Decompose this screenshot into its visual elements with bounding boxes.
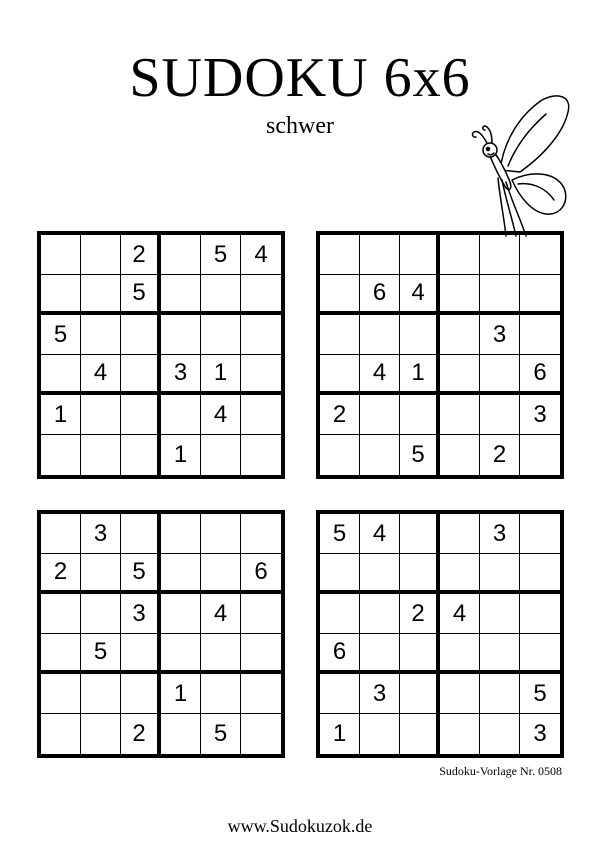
sudoku-cell[interactable] — [480, 634, 520, 674]
sudoku-cell[interactable] — [440, 355, 480, 395]
sudoku-cell[interactable]: 3 — [520, 395, 560, 435]
sudoku-cell[interactable]: 4 — [360, 355, 400, 395]
sudoku-cell[interactable] — [320, 594, 360, 634]
sudoku-cell[interactable] — [360, 714, 400, 754]
sudoku-cell[interactable] — [241, 275, 281, 315]
sudoku-cell[interactable]: 4 — [360, 514, 400, 554]
sudoku-cell[interactable] — [520, 315, 560, 355]
sudoku-cell[interactable] — [241, 714, 281, 754]
sudoku-cell[interactable] — [81, 714, 121, 754]
sudoku-cell[interactable]: 2 — [320, 395, 360, 435]
sudoku-cell[interactable] — [81, 235, 121, 275]
sudoku-cell[interactable] — [161, 315, 201, 355]
sudoku-cell[interactable] — [400, 554, 440, 594]
butterfly-icon — [460, 90, 580, 240]
sudoku-cell[interactable] — [41, 235, 81, 275]
sudoku-cell[interactable] — [480, 355, 520, 395]
sudoku-cell[interactable] — [161, 395, 201, 435]
sudoku-cell[interactable] — [161, 235, 201, 275]
sudoku-cell[interactable]: 5 — [81, 634, 121, 674]
sudoku-cell[interactable] — [41, 714, 81, 754]
sudoku-cell[interactable] — [41, 594, 81, 634]
sudoku-cell[interactable] — [360, 235, 400, 275]
sudoku-cell[interactable] — [161, 714, 201, 754]
sudoku-cell[interactable] — [480, 275, 520, 315]
sudoku-cell[interactable] — [201, 674, 241, 714]
sudoku-cell[interactable] — [121, 395, 161, 435]
sudoku-cell[interactable] — [520, 514, 560, 554]
sudoku-cell[interactable] — [161, 634, 201, 674]
sudoku-cell[interactable] — [241, 395, 281, 435]
sudoku-cell[interactable] — [360, 395, 400, 435]
sudoku-cell[interactable] — [81, 435, 121, 475]
sudoku-cell[interactable] — [161, 275, 201, 315]
sudoku-cell[interactable] — [121, 435, 161, 475]
sudoku-cell[interactable] — [440, 514, 480, 554]
sudoku-cell[interactable]: 6 — [520, 355, 560, 395]
template-number: Sudoku-Vorlage Nr. 0508 — [439, 764, 562, 778]
sudoku-cell[interactable] — [241, 355, 281, 395]
sudoku-cell[interactable] — [41, 514, 81, 554]
sudoku-cell[interactable]: 6 — [320, 634, 360, 674]
sudoku-cell[interactable] — [81, 315, 121, 355]
sudoku-cell[interactable]: 4 — [201, 594, 241, 634]
sudoku-cell[interactable] — [41, 435, 81, 475]
sudoku-cell[interactable] — [520, 594, 560, 634]
sudoku-cell[interactable] — [400, 235, 440, 275]
sudoku-cell[interactable] — [320, 315, 360, 355]
sudoku-cell[interactable] — [201, 435, 241, 475]
sudoku-cell[interactable] — [161, 554, 201, 594]
sudoku-cell[interactable]: 3 — [360, 674, 400, 714]
sudoku-cell[interactable]: 6 — [241, 554, 281, 594]
sudoku-cell[interactable] — [41, 355, 81, 395]
sudoku-cell[interactable] — [320, 674, 360, 714]
sudoku-cell[interactable]: 3 — [533, 720, 547, 747]
sudoku-cell[interactable]: 4 — [201, 395, 241, 435]
sudoku-cell[interactable] — [440, 395, 480, 435]
sudoku-cell[interactable] — [360, 594, 400, 634]
sudoku-cell[interactable] — [121, 674, 161, 714]
sudoku-cell[interactable] — [360, 554, 400, 594]
sudoku-cell[interactable] — [480, 235, 520, 275]
sudoku-cell[interactable] — [400, 714, 440, 754]
sudoku-cell[interactable] — [440, 315, 480, 355]
sudoku-cell[interactable] — [41, 674, 81, 714]
sudoku-cell[interactable] — [400, 634, 440, 674]
sudoku-cell[interactable] — [81, 554, 121, 594]
sudoku-cell[interactable]: 2 — [480, 435, 520, 475]
sudoku-cell[interactable]: 2 — [121, 714, 161, 754]
sudoku-cell[interactable] — [440, 674, 480, 714]
sudoku-cell[interactable] — [320, 275, 360, 315]
sudoku-cell[interactable] — [480, 554, 520, 594]
sudoku-cell[interactable] — [440, 554, 480, 594]
sudoku-cell[interactable] — [480, 674, 520, 714]
sudoku-cell[interactable] — [440, 435, 480, 475]
sudoku-cell[interactable]: 4 — [81, 355, 121, 395]
sudoku-cell[interactable]: 5 — [41, 315, 81, 355]
sudoku-cell[interactable] — [520, 275, 560, 315]
sudoku-cell[interactable] — [241, 674, 281, 714]
sudoku-cell[interactable] — [201, 634, 241, 674]
sudoku-cell[interactable]: 1 — [320, 714, 360, 754]
sudoku-cell[interactable] — [320, 355, 360, 395]
sudoku-cell[interactable] — [81, 275, 121, 315]
sudoku-cell[interactable] — [480, 714, 520, 754]
sudoku-cell[interactable] — [81, 674, 121, 714]
sudoku-cell[interactable]: 3 — [81, 514, 121, 554]
sudoku-cell[interactable] — [41, 275, 81, 315]
sudoku-cell[interactable] — [81, 395, 121, 435]
sudoku-grid-4 — [316, 510, 564, 758]
sudoku-cell[interactable] — [440, 634, 480, 674]
page-title: SUDOKU 6x6 — [129, 47, 471, 109]
sudoku-cell[interactable]: 3 — [480, 315, 520, 355]
sudoku-cell[interactable] — [520, 634, 560, 674]
sudoku-cell[interactable]: 6 — [360, 275, 400, 315]
sudoku-cell[interactable] — [360, 315, 400, 355]
sudoku-cell[interactable] — [201, 514, 241, 554]
sudoku-cell[interactable]: 4 — [400, 275, 440, 315]
sudoku-cell[interactable] — [520, 235, 560, 275]
sudoku-cell[interactable] — [121, 355, 161, 395]
sudoku-cell[interactable] — [440, 714, 480, 754]
sudoku-cell[interactable] — [320, 235, 360, 275]
sudoku-cell[interactable]: 1 — [161, 674, 201, 714]
sudoku-cell[interactable]: 3 — [161, 355, 201, 395]
sudoku-cell[interactable]: 1 — [161, 435, 201, 475]
sudoku-cell[interactable]: 5 — [121, 554, 161, 594]
sudoku-cell[interactable]: 5 — [320, 514, 360, 554]
sudoku-cell[interactable] — [241, 594, 281, 634]
sudoku-cell[interactable] — [320, 554, 360, 594]
sudoku-cell[interactable] — [81, 594, 121, 634]
sudoku-cell[interactable] — [520, 554, 560, 594]
sudoku-cell[interactable]: 3 — [480, 514, 520, 554]
sudoku-cell[interactable]: 1 — [201, 355, 241, 395]
sudoku-cell[interactable] — [440, 235, 480, 275]
sudoku-cell[interactable]: 5 — [400, 435, 440, 475]
sudoku-cell[interactable] — [121, 514, 161, 554]
sudoku-cell[interactable]: 4 — [241, 235, 281, 275]
sudoku-cell[interactable] — [241, 514, 281, 554]
sudoku-cell[interactable] — [121, 634, 161, 674]
sudoku-cell[interactable]: 1 — [41, 395, 81, 435]
sudoku-cell[interactable]: 5 — [520, 674, 560, 714]
sudoku-grid-1 — [37, 231, 285, 479]
sudoku-grid-3 — [37, 510, 285, 758]
sudoku-cell[interactable]: 5 — [121, 275, 161, 315]
sudoku-cell[interactable]: 2 — [121, 235, 161, 275]
sudoku-cell[interactable]: 3 — [121, 594, 161, 634]
sudoku-cell[interactable] — [241, 634, 281, 674]
sudoku-cell[interactable] — [400, 315, 440, 355]
sudoku-cell[interactable] — [201, 315, 241, 355]
sudoku-cell[interactable]: 2 — [41, 554, 81, 594]
sudoku-cell[interactable] — [480, 594, 520, 634]
sudoku-cell[interactable] — [480, 395, 520, 435]
sudoku-grid-2 — [316, 231, 564, 479]
sudoku-cell[interactable] — [520, 435, 560, 475]
sudoku-cell[interactable]: 4 — [440, 594, 480, 634]
sudoku-cell[interactable] — [320, 435, 360, 475]
sudoku-cell[interactable] — [360, 435, 400, 475]
sudoku-cell[interactable] — [161, 594, 201, 634]
sudoku-cell[interactable] — [161, 514, 201, 554]
difficulty-label: schwer — [266, 113, 334, 139]
sudoku-cell[interactable] — [41, 634, 81, 674]
sudoku-cell[interactable] — [400, 674, 440, 714]
sudoku-cell[interactable]: 5 — [201, 235, 241, 275]
sudoku-cell[interactable] — [241, 435, 281, 475]
sudoku-cell[interactable] — [241, 315, 281, 355]
sudoku-cell[interactable] — [440, 275, 480, 315]
website-url[interactable]: www.Sudokuzok.de — [227, 816, 373, 836]
sudoku-cell[interactable]: 2 — [400, 594, 440, 634]
sudoku-cell[interactable] — [121, 315, 161, 355]
sudoku-cell[interactable]: 5 — [201, 714, 241, 754]
sudoku-cell[interactable] — [360, 634, 400, 674]
sudoku-cell[interactable]: 1 — [400, 355, 440, 395]
sudoku-cell[interactable] — [400, 395, 440, 435]
sudoku-cell[interactable] — [201, 554, 241, 594]
sudoku-cell[interactable] — [201, 275, 241, 315]
sudoku-cell[interactable] — [400, 514, 440, 554]
